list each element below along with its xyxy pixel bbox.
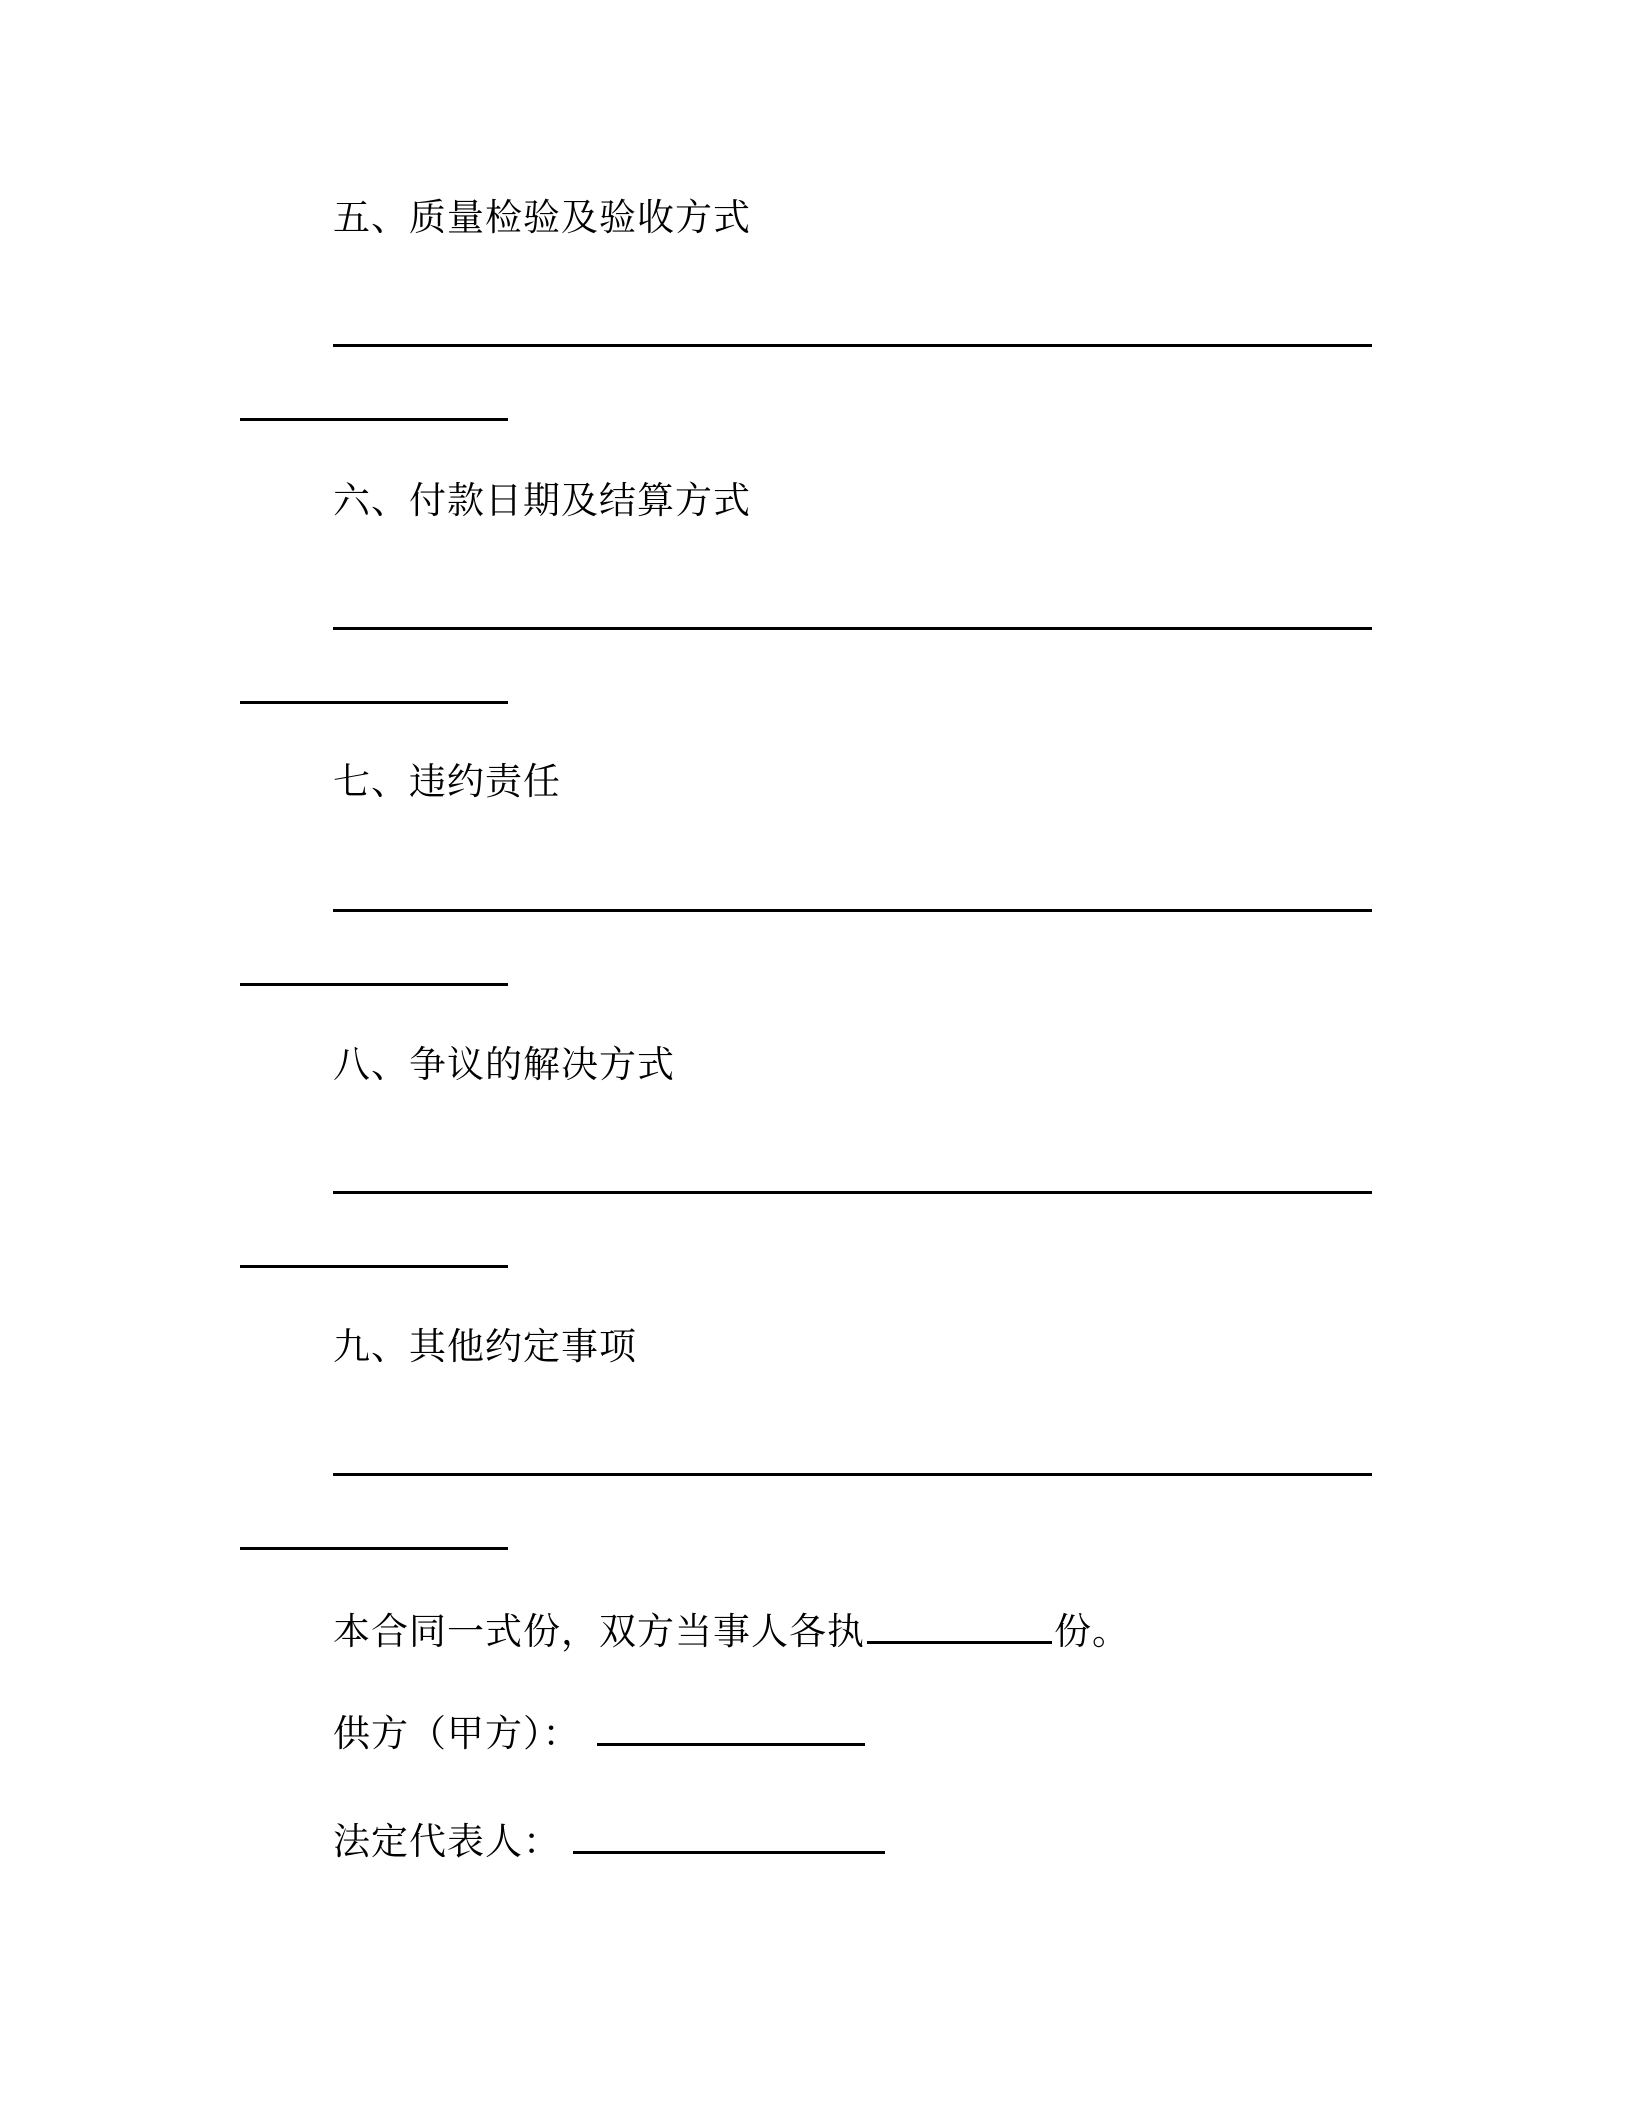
- legal-rep-blank[interactable]: [573, 1821, 885, 1854]
- copies-text-after: 份。: [1054, 1610, 1130, 1653]
- fill-in-line-6b[interactable]: [240, 701, 508, 704]
- copies-text-before: 本合同一式份，双方当事人各执: [333, 1610, 865, 1653]
- copies-count-blank[interactable]: [867, 1611, 1052, 1644]
- section-heading-9: 九、其他约定事项: [333, 1325, 637, 1368]
- fill-in-line-5a[interactable]: [333, 344, 1372, 347]
- section-heading-7: 七、违约责任: [333, 760, 561, 803]
- legal-rep-label: 法定代表人：: [333, 1820, 561, 1863]
- fill-in-line-9b[interactable]: [240, 1547, 508, 1550]
- supplier-label: 供方（甲方）：: [333, 1712, 581, 1755]
- supplier-blank[interactable]: [597, 1713, 865, 1746]
- section-heading-6: 六、付款日期及结算方式: [333, 479, 751, 522]
- supplier-line: [333, 1710, 867, 1758]
- fill-in-line-9a[interactable]: [333, 1473, 1372, 1476]
- copies-line: [333, 1608, 1130, 1656]
- fill-in-line-7a[interactable]: [333, 909, 1372, 912]
- section-heading-8: 八、争议的解决方式: [333, 1043, 675, 1086]
- fill-in-line-5b[interactable]: [240, 418, 508, 421]
- fill-in-line-7b[interactable]: [240, 983, 508, 986]
- fill-in-line-8a[interactable]: [333, 1191, 1372, 1194]
- fill-in-line-6a[interactable]: [333, 627, 1372, 630]
- section-heading-5: 五、质量检验及验收方式: [333, 196, 751, 239]
- legal-rep-line: [333, 1818, 887, 1866]
- fill-in-line-8b[interactable]: [240, 1265, 508, 1268]
